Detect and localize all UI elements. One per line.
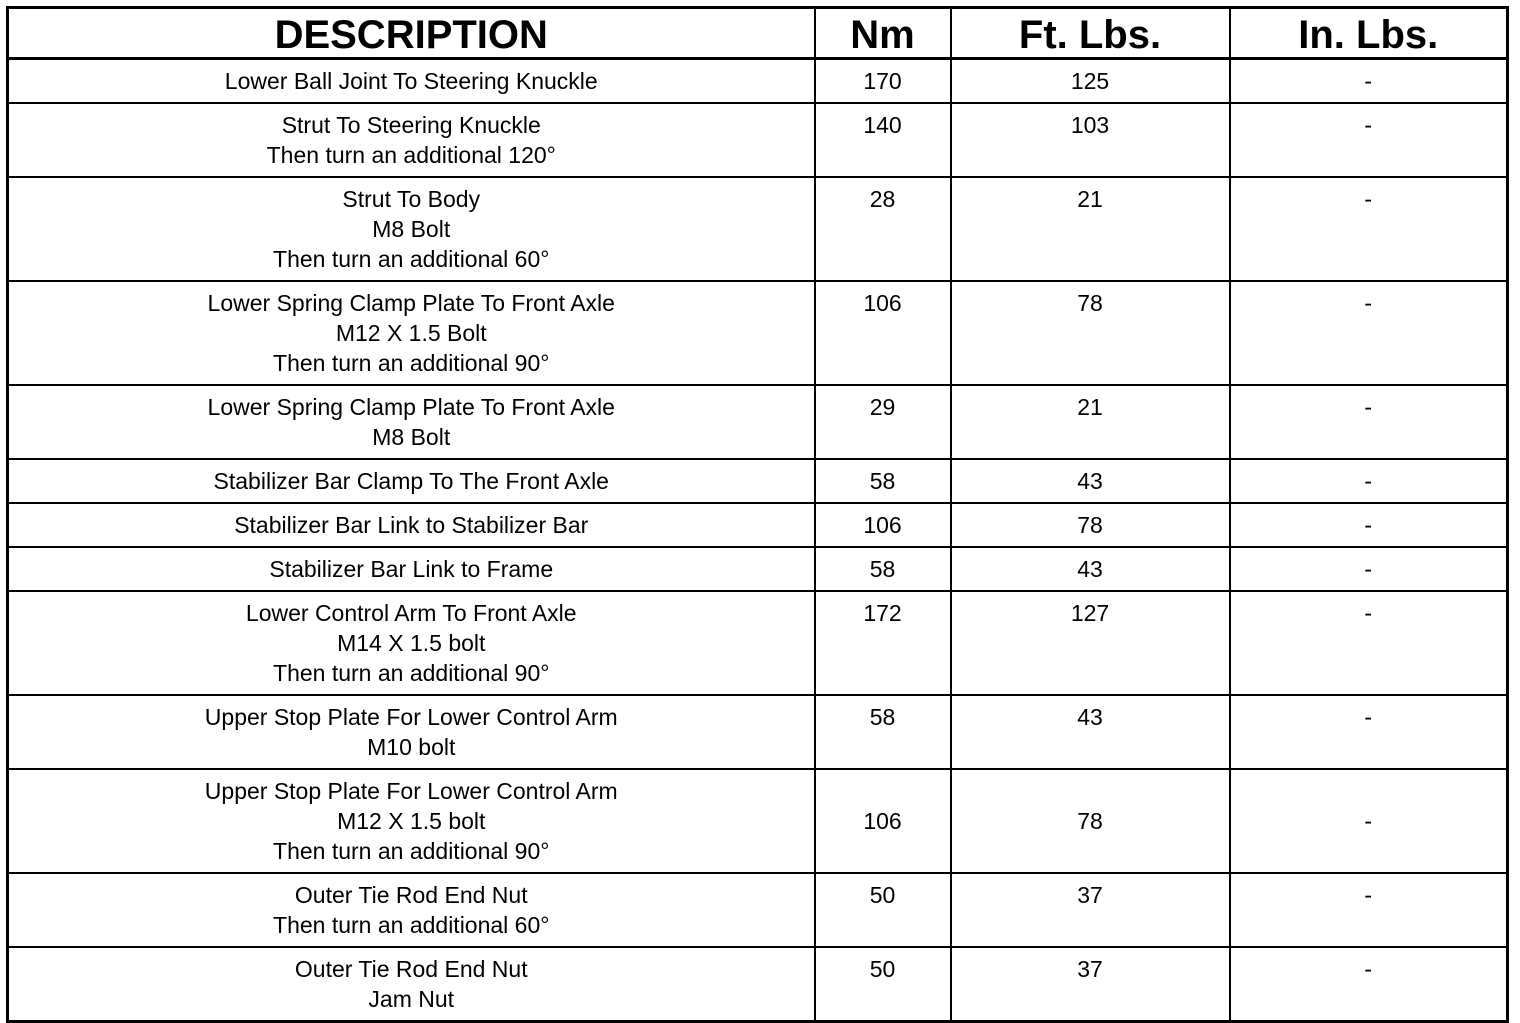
description-line: M14 X 1.5 bolt (337, 630, 486, 656)
ft-lbs-cell: 43 (951, 695, 1230, 769)
description-line: Stabilizer Bar Link to Frame (269, 556, 554, 582)
header-in-lbs: In. Lbs. (1230, 8, 1508, 59)
description-line: Then turn an additional 60° (273, 912, 550, 938)
ft-lbs-cell: 78 (951, 769, 1230, 873)
description-cell (8, 873, 815, 947)
description-cell (8, 385, 815, 459)
description-line: Then turn an additional 90° (273, 350, 550, 376)
ft-lbs-cell: 127 (951, 591, 1230, 695)
description-line: Lower Spring Clamp Plate To Front Axle (207, 290, 615, 316)
header-row (8, 8, 1508, 59)
description-cell (8, 695, 815, 769)
description-cell (8, 503, 815, 547)
in-lbs-cell: - (1230, 591, 1508, 695)
description-line: Then turn an additional 90° (273, 838, 550, 864)
in-lbs-cell: - (1230, 695, 1508, 769)
ft-lbs-cell: 21 (951, 177, 1230, 281)
in-lbs-cell: - (1230, 59, 1508, 104)
description-line: Stabilizer Bar Clamp To The Front Axle (213, 468, 609, 494)
description-cell (8, 769, 815, 873)
description-line: Jam Nut (368, 986, 455, 1012)
in-lbs-cell: - (1230, 547, 1508, 591)
ft-lbs-cell: 43 (951, 459, 1230, 503)
description-line: Then turn an additional 60° (273, 246, 550, 272)
table-row (8, 459, 1508, 503)
in-lbs-cell: - (1230, 873, 1508, 947)
description-line: Lower Ball Joint To Steering Knuckle (224, 68, 598, 94)
in-lbs-cell: - (1230, 947, 1508, 1022)
in-lbs-cell: - (1230, 459, 1508, 503)
description-line: M12 X 1.5 bolt (337, 808, 486, 834)
description-line: Then turn an additional 120° (266, 142, 556, 168)
description-line: Lower Spring Clamp Plate To Front Axle (207, 394, 615, 420)
table-row (8, 177, 1508, 281)
table-row (8, 503, 1508, 547)
nm-cell: 29 (815, 385, 951, 459)
description-cell (8, 547, 815, 591)
nm-cell: 170 (815, 59, 951, 104)
table-row (8, 103, 1508, 177)
header-description: DESCRIPTION (8, 8, 815, 59)
nm-cell: 58 (815, 695, 951, 769)
description-line: Outer Tie Rod End Nut (294, 956, 528, 982)
description-line: M8 Bolt (372, 424, 451, 450)
nm-cell: 50 (815, 873, 951, 947)
table-row (8, 947, 1508, 1022)
table-row (8, 695, 1508, 769)
ft-lbs-cell: 37 (951, 873, 1230, 947)
nm-cell: 106 (815, 503, 951, 547)
nm-cell: 140 (815, 103, 951, 177)
nm-cell: 58 (815, 547, 951, 591)
header-ft-lbs: Ft. Lbs. (951, 8, 1230, 59)
description-cell (8, 947, 815, 1022)
description-line: Strut To Body (342, 186, 481, 212)
in-lbs-cell: - (1230, 177, 1508, 281)
description-cell (8, 459, 815, 503)
description-cell (8, 591, 815, 695)
ft-lbs-cell: 21 (951, 385, 1230, 459)
table-row (8, 281, 1508, 385)
description-line: Stabilizer Bar Link to Stabilizer Bar (234, 512, 589, 538)
ft-lbs-cell: 103 (951, 103, 1230, 177)
ft-lbs-cell: 78 (951, 503, 1230, 547)
description-line: M8 Bolt (372, 216, 451, 242)
description-cell (8, 281, 815, 385)
description-line: Upper Stop Plate For Lower Control Arm (204, 778, 618, 804)
description-line: Then turn an additional 90° (273, 660, 550, 686)
ft-lbs-cell: 37 (951, 947, 1230, 1022)
description-line: Lower Control Arm To Front Axle (245, 600, 577, 626)
description-line: Upper Stop Plate For Lower Control Arm (204, 704, 618, 730)
in-lbs-cell: - (1230, 385, 1508, 459)
in-lbs-cell: - (1230, 503, 1508, 547)
table-row (8, 591, 1508, 695)
in-lbs-cell: - (1230, 281, 1508, 385)
description-line: Strut To Steering Knuckle (281, 112, 541, 138)
nm-cell: 172 (815, 591, 951, 695)
table-row (8, 59, 1508, 104)
ft-lbs-cell: 125 (951, 59, 1230, 104)
nm-cell: 58 (815, 459, 951, 503)
description-line: M10 bolt (367, 734, 456, 760)
description-line: Outer Tie Rod End Nut (294, 882, 528, 908)
nm-cell: 28 (815, 177, 951, 281)
table-body (8, 59, 1508, 1022)
ft-lbs-cell: 78 (951, 281, 1230, 385)
nm-cell: 106 (815, 281, 951, 385)
description-cell (8, 177, 815, 281)
in-lbs-cell: - (1230, 769, 1508, 873)
in-lbs-cell: - (1230, 103, 1508, 177)
ft-lbs-cell: 43 (951, 547, 1230, 591)
description-cell (8, 59, 815, 104)
header-nm: Nm (815, 8, 951, 59)
table-row (8, 769, 1508, 873)
nm-cell: 50 (815, 947, 951, 1022)
nm-cell: 106 (815, 769, 951, 873)
description-line: M12 X 1.5 Bolt (335, 320, 487, 346)
table-row (8, 547, 1508, 591)
description-cell (8, 103, 815, 177)
torque-spec-table (6, 6, 1509, 1023)
table-row (8, 873, 1508, 947)
table-row (8, 385, 1508, 459)
